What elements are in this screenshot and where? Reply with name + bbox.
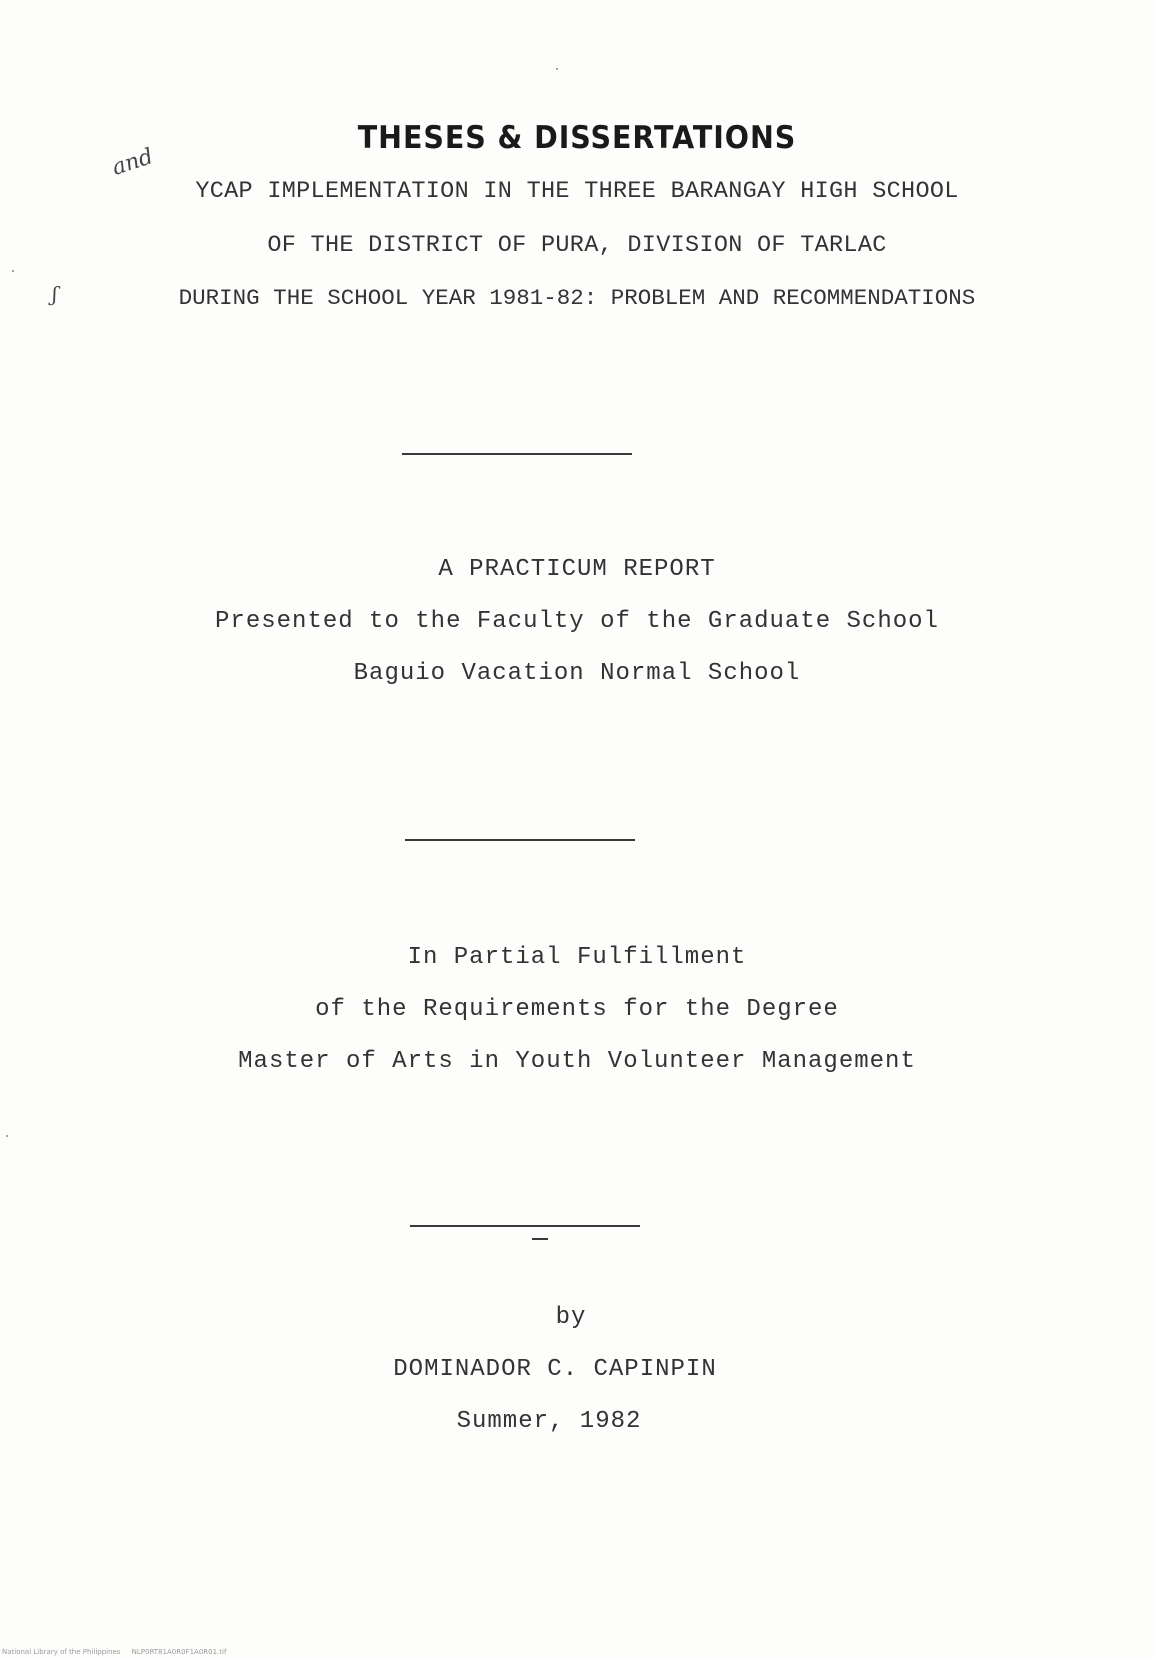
- scan-speck: [12, 270, 14, 272]
- fulfillment-line-1: In Partial Fulfillment: [407, 944, 747, 971]
- separator-rule: [405, 839, 635, 841]
- submission-date: Summer, 1982: [456, 1408, 642, 1435]
- title-line-1: YCAP IMPLEMENTATION IN THE THREE BARANGAY HIGH SCHOOL: [195, 178, 959, 205]
- scan-speck: [556, 68, 558, 70]
- library-credit: National Library of the Philippines: [2, 1648, 121, 1656]
- scan-speck: [6, 1135, 8, 1137]
- separator-rule: [410, 1225, 640, 1227]
- separator-rule: [402, 453, 632, 455]
- presented-to: Presented to the Faculty of the Graduate School: [215, 608, 939, 635]
- short-dash: [532, 1238, 548, 1240]
- report-type: A PRACTICUM REPORT: [438, 556, 716, 583]
- title-line-3: DURING THE SCHOOL YEAR 1981-82: PROBLEM AND RECOMMENDATIONS: [178, 285, 976, 311]
- margin-mark: ʃ: [52, 282, 58, 306]
- handwritten-note: and: [109, 144, 157, 181]
- by-label: by: [555, 1304, 587, 1331]
- degree: Master of Arts in Youth Volunteer Management: [238, 1048, 916, 1075]
- fulfillment-line-2: of the Requirements for the Degree: [315, 996, 839, 1023]
- file-code: NLP0RT81A0R0F1A0R01.tif: [131, 1648, 227, 1656]
- scan-footer: [2, 1648, 226, 1656]
- theses-stamp: THESES & DISSERTATIONS: [357, 120, 797, 156]
- author-name: DOMINADOR C. CAPINPIN: [393, 1356, 717, 1383]
- title-line-2: OF THE DISTRICT OF PURA, DIVISION OF TARLAC: [267, 232, 887, 259]
- institution: Baguio Vacation Normal School: [353, 660, 801, 687]
